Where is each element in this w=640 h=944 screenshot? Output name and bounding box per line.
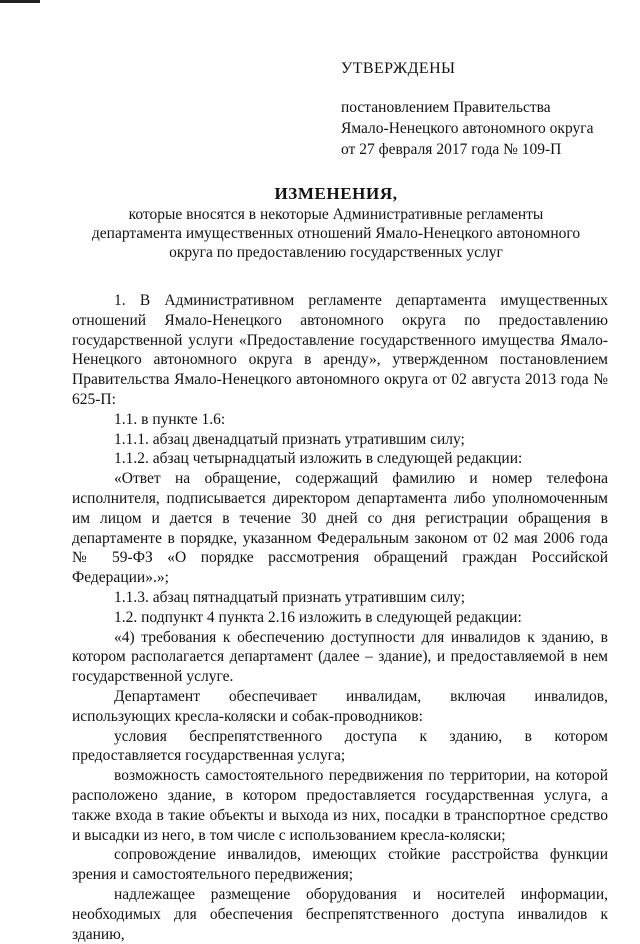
approval-line-1: постановлением Правительства	[341, 99, 551, 116]
paragraph-access-conditions: условия беспрепятственного доступа к зданию, в котором предоставляется государственная услуга;	[72, 727, 608, 765]
subtitle-line-3: округа по предоставлению государственных услуг	[169, 244, 503, 261]
paragraph-escort: сопровождение инвалидов, имеющих стойкие расстройства функции зрения и самостоятельного передвижения;	[72, 846, 608, 884]
subtitle-line-2: департамента имущественных отношений Ямало-Ненецкого автономного	[91, 225, 581, 242]
document-title: ИЗМЕНЕНИЯ,	[274, 184, 398, 203]
paragraph-1-1: 1.1. в пункте 1.6:	[114, 410, 226, 428]
paragraph-quote-answer: «Ответ на обращение, содержащий фамилию и номер телефона исполнителя, подписывается директором департамента либо уполномоченным им лицом и дается в течение 30 дней со дня регистрации обращения в департаменте в порядке, указанном Федеральным законом от 02 мая 2006 года № 59-ФЗ «О порядке рассмотрения обращений граждан Российской Федерации».»;	[72, 470, 608, 587]
paragraph-1-2: 1.2. подпункт 4 пункта 2.16 изложить в следующей редакции:	[114, 608, 522, 626]
approved-label: УТВЕРЖДЕНЫ	[341, 60, 456, 77]
document-heading	[70, 183, 602, 262]
paragraph-equipment: надлежащее размещение оборудования и носителей информации, необходимых для обеспечения беспрепятственного доступа инвалидов к зданию,	[72, 885, 608, 943]
approval-stamp	[341, 58, 621, 160]
subtitle-line-1: которые вносятся в некоторые Административные регламенты	[128, 206, 544, 223]
paragraph-1-1-2: 1.1.2. абзац четырнадцатый изложить в следующей редакции:	[114, 450, 523, 468]
paragraph-1: 1. В Административном регламенте департамента имущественных отношений Ямало-Ненецкого автономного округа по предоставлению государственной услуги «Предоставление государственного имущества Ямало-Ненецкого автономного округа в аренду», утвержденном постановлением Правительства Ямало-Ненецкого автономного округа от 02 августа 2013 года № 625-П:	[72, 292, 608, 408]
paragraph-requirements: «4) требования к обеспечению доступности для инвалидов к зданию, в котором располагается департамент (далее – здание), и предоставляемой в нем государственной услуге.	[72, 628, 608, 686]
paragraph-movement: возможность самостоятельного передвижения по территории, на которой расположено здание, в котором предоставляется государственная услуга, а также входа в такие объекты и выхода из них, посадки в транспортное средство и высадки из него, в том числе с использованием кресла-коляски;	[72, 767, 608, 844]
document-body	[72, 291, 608, 944]
scan-corner-mark	[0, 0, 40, 3]
approval-line-2: Ямало-Ненецкого автономного округа	[341, 120, 594, 137]
approval-line-3: от 27 февраля 2017 года № 109-П	[341, 141, 562, 158]
paragraph-department-provides: Департамент обеспечивает инвалидам, включая инвалидов, использующих кресла-коляски и собак-проводников:	[72, 687, 608, 725]
paragraph-1-1-3: 1.1.3. абзац пятнадцатый признать утратившим силу;	[114, 588, 466, 606]
paragraph-1-1-1: 1.1.1. абзац двенадцатый признать утратившим силу;	[114, 430, 465, 448]
